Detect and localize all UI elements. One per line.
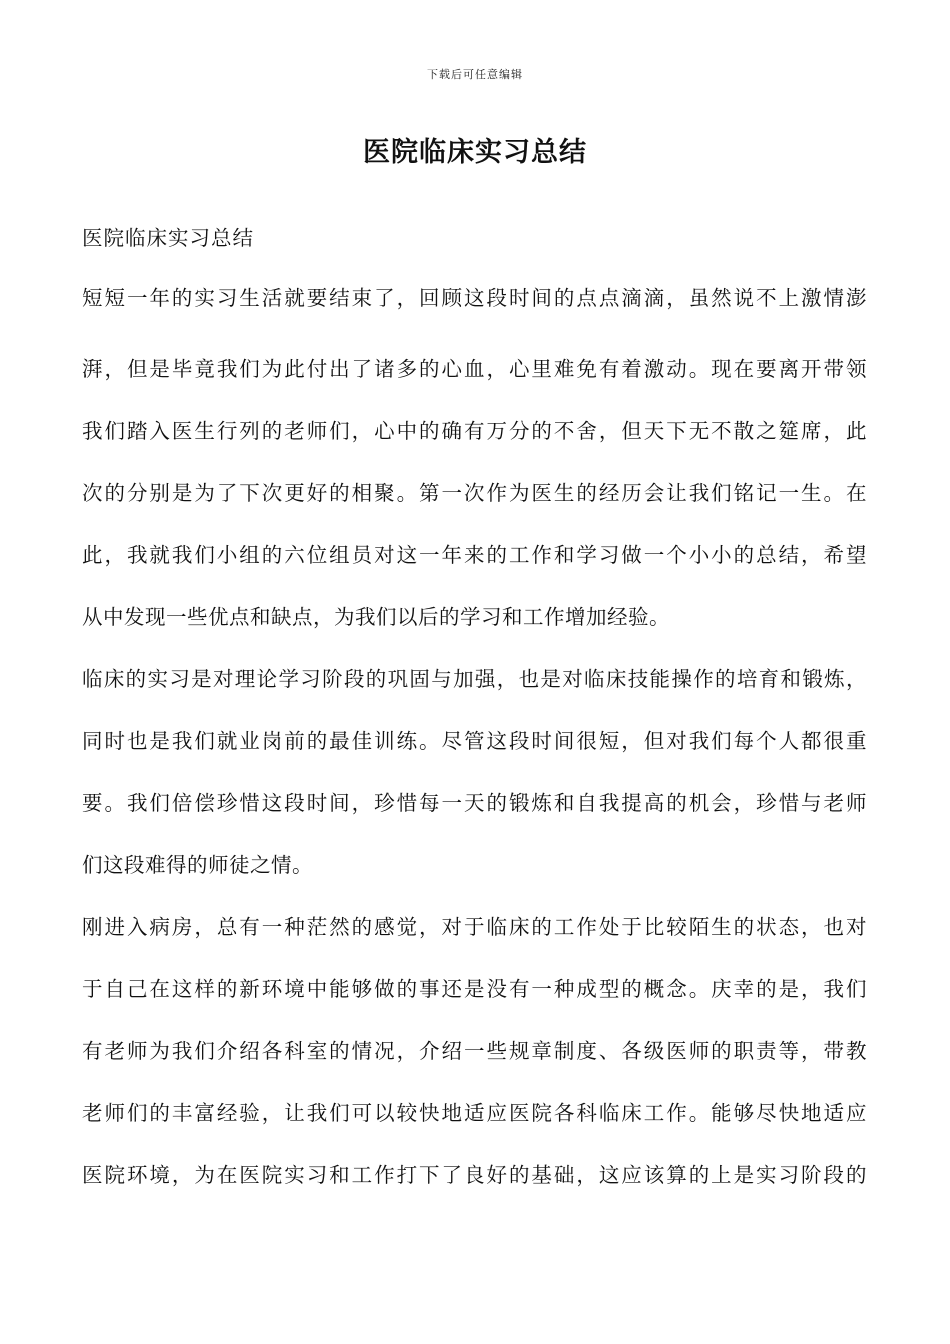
header-note: 下载后可任意编辑 (427, 68, 523, 81)
text-line: 老师们的丰富经验，让我们可以较快地适应医院各科临床工作。能够尽快地适应 (82, 1101, 867, 1125)
document-title: 医院临床实习总结 (363, 137, 587, 168)
text-line: 我们踏入医生行列的老师们，心中的确有万分的不舍，但天下无不散之筵席，此 (82, 419, 867, 443)
text-line: 要。我们倍偿珍惜这段时间，珍惜每一天的锻炼和自我提高的机会，珍惜与老师 (82, 791, 867, 815)
text-line: 次的分别是为了下次更好的相聚。第一次作为医生的经历会让我们铭记一生。在 (82, 481, 867, 505)
paragraph-1 (82, 258, 867, 648)
subheading: 医院临床实习总结 (82, 226, 254, 250)
document-body (82, 218, 867, 1206)
text-line: 有老师为我们介绍各科室的情况，介绍一些规章制度、各级医师的职责等，带教 (82, 1039, 867, 1063)
text-line: 们这段难得的师徒之情。 (82, 853, 313, 877)
text-line: 短短一年的实习生活就要结束了，回顾这段时间的点点滴滴，虽然说不上激情澎 (82, 286, 867, 310)
text-line: 刚进入病房，总有一种茫然的感觉，对于临床的工作处于比较陌生的状态，也对 (82, 915, 867, 939)
paragraph-2 (82, 648, 867, 896)
text-line: 医院环境，为在医院实习和工作打下了良好的基础，这应该算的上是实习阶段的 (82, 1163, 867, 1187)
text-line: 于自己在这样的新环境中能够做的事还是没有一种成型的概念。庆幸的是，我们 (82, 977, 867, 1001)
text-line: 湃，但是毕竟我们为此付出了诸多的心血，心里难免有着激动。现在要离开带领 (82, 357, 867, 381)
text-line: 从中发现一些优点和缺点，为我们以后的学习和工作增加经验。 (82, 605, 670, 629)
paragraph-3 (82, 896, 867, 1206)
text-line: 同时也是我们就业岗前的最佳训练。尽管这段时间很短，但对我们每个人都很重 (82, 729, 867, 753)
text-line: 此，我就我们小组的六位组员对这一年来的工作和学习做一个小小的总结，希望 (82, 543, 867, 567)
text-line: 临床的实习是对理论学习阶段的巩固与加强，也是对临床技能操作的培育和锻炼， (82, 667, 867, 691)
